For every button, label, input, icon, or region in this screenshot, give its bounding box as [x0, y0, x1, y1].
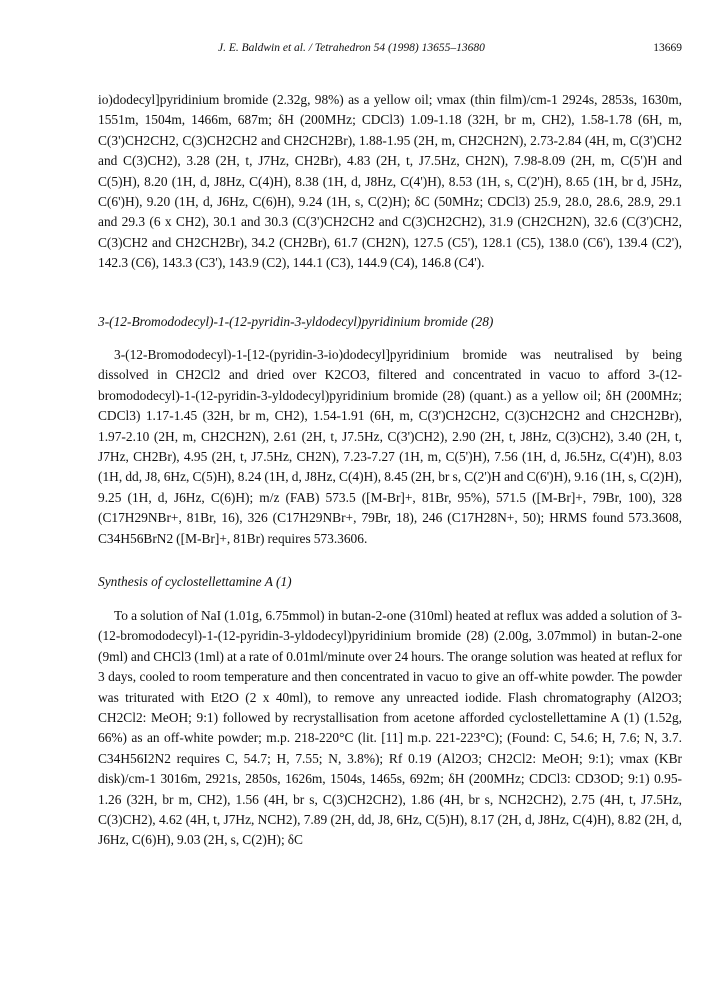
page-number: 13669	[653, 42, 682, 54]
section-heading-compound-28: 3-(12-Bromododecyl)-1-(12-pyridin-3-yldodecyl)pyridinium bromide (28)	[98, 314, 494, 329]
page-header	[98, 42, 682, 60]
running-title: J. E. Baldwin et al. / Tetrahedron 54 (1998) 13655–13680	[218, 42, 485, 54]
paragraph-compound-28-preparation: 3-(12-Bromododecyl)-1-[12-(pyridin-3-io)dodecyl]pyridinium bromide was neutralised by being dissolved in CH2Cl2 and dried over K2CO3, filtered and concentrated in vacuo to afford 3-(12-bromododecyl)-1-(12-pyridin-3-yldodecyl)pyridinium bromide (28) (quant.) as a yellow oil; δH (200MHz; CDCl3) 1.17-1.45 (32H, br m, CH2), 1.54-1.91 (6H, m, C(3')CH2CH2, C(3)CH2CH2 and CH2CH2Br), 1.97-2.10 (2H, m, CH2CH2N), 2.61 (2H, t, J7.5Hz, C(3')CH2), 2.90 (2H, t, J8Hz, C(3)CH2), 3.40 (2H, t, J7Hz, CH2Br), 4.95 (2H, t, J7.5Hz, CH2N), 7.23-7.27 (1H, m, C(5')H), 7.56 (1H, d, J6.5Hz, C(4')H), 8.03 (1H, dd, J8, 6Hz, C(5)H), 8.24 (1H, d, J8Hz, C(4)H), 8.45 (2H, br s, C(2')H and C(6')H), 9.16 (1H, s, C(2)H), 9.25 (1H, d, J6Hz, C(6)H); m/z (FAB) 573.5 ([M-Br]+, 81Br, 95%), 571.5 ([M-Br]+, 79Br, 100), 328 (C17H29NBr+, 81Br, 16), 326 (C17H29NBr+, 79Br, 18), 246 (C17H28N+, 50); HRMS found 573.3608, C34H56BrN2 ([M-Br]+, 81Br) requires 573.3606.	[98, 347, 682, 546]
paragraph-continued-spectral-data: io)dodecyl]pyridinium bromide (2.32g, 98%) as a yellow oil; νmax (thin film)/cm-1 2924s, 2853s, 1630m, 1551m, 1504m, 1466m, 687m; δH (200MHz; CDCl3) 1.09-1.18 (32H, br m, CH2), 1.58-1.78 (6H, m, C(3')CH2CH2, C(3)CH2CH2 and CH2CH2Br), 1.88-1.95 (2H, m, CH2CH2N), 2.73-2.84 (4H, m, C(3')CH2 and C(3)CH2), 3.28 (2H, t, J7Hz, CH2Br), 4.83 (2H, t, J7.5Hz, CH2N), 7.98-8.09 (2H, m, C(5')H and C(5)H), 8.20 (1H, d, J8Hz, C(4)H), 8.38 (1H, d, J8Hz, C(4')H), 8.53 (1H, s, C(2')H), 8.65 (1H, br d, J5Hz, C(6')H), 9.20 (1H, d, J6Hz, C(6)H), 9.24 (1H, s, C(2)H); δC (50MHz; CDCl3) 25.9, 28.0, 28.6, 28.9, 29.1 and 29.3 (6 x CH2), 30.1 and 30.3 (C(3')CH2CH2 and C(3)CH2CH2), 31.9 (CH2CH2N), 32.6 (C(3')CH2, C(3)CH2 and CH2CH2Br), 34.2 (CH2Br), 61.7 (CH2N), 127.5 (C5'), 128.1 (C5), 138.0 (C6'), 139.4 (C2'), 142.3 (C6), 143.3 (C3'), 143.9 (C2), 144.1 (C3), 144.9 (C4), 146.8 (C4').	[98, 92, 682, 271]
paragraph-cyclostellettamine-procedure: To a solution of NaI (1.01g, 6.75mmol) in butan-2-one (310ml) heated at reflux was added a solution of 3-(12-bromododecyl)-1-(12-pyridin-3-yldodecyl)pyridinium bromide (28) (2.00g, 3.07mmol) in butan-2-one (9ml) and CHCl3 (1ml) at a rate of 0.01ml/minute over 24 hours. The orange solution was heated at reflux for 3 days, cooled to room temperature and then concentrated in vacuo to give an off-white powder. The powder was triturated with Et2O (2 x 40ml), to remove any unreacted iodide. Flash chromatography (Al2O3; CH2Cl2: MeOH; 9:1) followed by recrystallisation from acetone afforded cyclostellettamine A (1) (1.52g, 66%) as an off-white powder; m.p. 218-220°C (lit. [11] m.p. 221-223°C); (Found: C, 54.6; H, 7.6; N, 3.7. C34H56I2N2 requires C, 54.7; H, 7.55; N, 3.8%); Rf 0.19 (Al2O3; CH2Cl2: MeOH; 9:1); νmax (KBr disk)/cm-1 3016m, 2921s, 2850s, 1626m, 1504s, 1465s, 692m; δH (200MHz; CDCl3: CD3OD; 9:1) 0.95-1.26 (32H, br m, CH2), 1.56 (4H, br s, C(3)CH2CH2), 1.86 (4H, br s, NCH2CH2), 2.75 (4H, t, J7.5Hz, C(3)CH2), 4.62 (4H, t, J7Hz, NCH2), 7.89 (2H, dd, J8, 6Hz, C(5)H), 8.17 (2H, d, J8Hz, C(4)H), 8.82 (2H, d, J6Hz, C(6)H), 9.03 (2H, s, C(2)H); δC	[98, 608, 682, 848]
section-heading-cyclostellettamine-synthesis: Synthesis of cyclostellettamine A (1)	[98, 574, 292, 589]
